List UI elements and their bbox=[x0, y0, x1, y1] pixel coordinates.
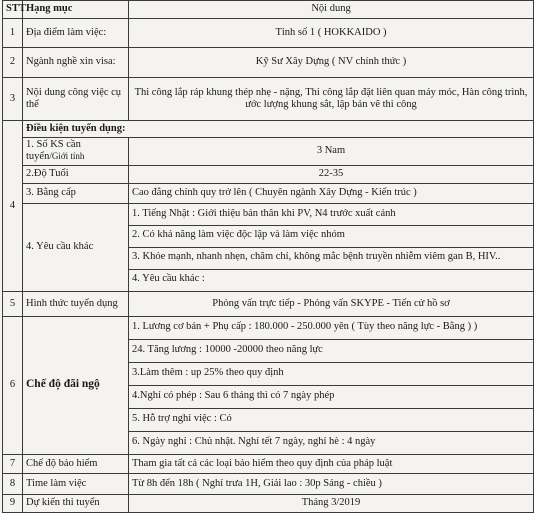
row-label-other-requirements: 4. Yêu cầu khác bbox=[23, 203, 129, 291]
header-hang-muc: Hạng mục bbox=[23, 1, 129, 19]
table-row bbox=[3, 183, 534, 203]
header-stt: STT bbox=[3, 1, 23, 19]
table-row bbox=[3, 473, 534, 494]
table-row bbox=[3, 291, 534, 316]
row-label-recruitment-form: Hình thức tuyển dụng bbox=[23, 291, 129, 316]
row-label-degree: 3. Bằng cấp bbox=[23, 183, 129, 203]
list-item: 4. Yêu cầu khác : bbox=[132, 272, 205, 284]
row-label-job-content: Nội dung công việc cụ thể bbox=[23, 78, 129, 121]
row-stt: 5 bbox=[3, 291, 23, 316]
table-row bbox=[3, 78, 534, 121]
table-row bbox=[3, 165, 534, 183]
list-item: 4.Nghỉ có phép : Sau 6 tháng thì có 7 ngày phép bbox=[129, 386, 533, 409]
list-item: 5. Hỗ trợ nghỉ việc : Có bbox=[129, 409, 533, 432]
row-value-visa: Kỹ Sư Xây Dựng ( NV chính thức ) bbox=[129, 48, 534, 78]
quantity-label: 1. Số KS cần tuyển bbox=[26, 139, 81, 163]
table-row bbox=[3, 454, 534, 473]
header-noi-dung: Nội dung bbox=[129, 1, 534, 19]
table-row bbox=[3, 203, 534, 225]
row-label-visa: Ngành nghề xin visa: bbox=[23, 48, 129, 78]
row-label-insurance: Chế độ bảo hiểm bbox=[23, 454, 129, 473]
row-stt: 8 bbox=[3, 473, 23, 494]
row-label-quantity bbox=[23, 138, 129, 166]
table-row bbox=[3, 316, 534, 454]
row-value-recruitment-form: Phỏng vấn trực tiếp - Phỏng vấn SKYPE - Tiến cử hồ sơ bbox=[129, 291, 534, 316]
list-item: 6. Ngày nghỉ : Chủ nhật. Nghỉ tết 7 ngày, nghỉ hè : 4 ngày bbox=[132, 435, 376, 447]
row-label-exam-date: Dự kiến thi tuyển bbox=[23, 494, 129, 512]
row-value-degree: Cao đẳng chính quy trở lên ( Chuyên ngành Xây Dựng - Kiến trúc ) bbox=[129, 183, 534, 203]
row-value-quantity: 3 Nam bbox=[129, 138, 534, 166]
row-stt: 2 bbox=[3, 48, 23, 78]
table-row bbox=[3, 138, 534, 166]
row-stt: 4 bbox=[3, 121, 23, 292]
row-label-location: Địa điểm làm việc: bbox=[23, 19, 129, 48]
list-item: 1. Lương cơ bản + Phụ cấp : 180.000 - 250.000 yên ( Tùy theo năng lực - Bằng ) ) bbox=[129, 317, 533, 340]
row-stt: 7 bbox=[3, 454, 23, 473]
row-value-location: Tỉnh số 1 ( HOKKAIDO ) bbox=[129, 19, 534, 48]
table-row bbox=[3, 121, 534, 138]
section-title-conditions: Điều kiện tuyển dụng: bbox=[23, 121, 534, 138]
gender-sublabel: /Giới tính bbox=[49, 151, 85, 162]
row-value-exam-date: Tháng 3/2019 bbox=[129, 494, 534, 512]
list-item: 3. Khỏe mạnh, nhanh nhẹn, chăm chỉ, không mắc bệnh truyền nhiễm viêm gan B, HIV.. bbox=[129, 248, 533, 270]
row-value-job-content: Thi công lắp ráp khung thép nhẹ - nặng, Thi công lắp đặt liên quan máy móc, Hàn công trình, ước lượng khung sắt, lập bản vẽ thi công bbox=[129, 78, 534, 121]
row-label-age: 2.Độ Tuổi bbox=[23, 165, 129, 183]
row-stt: 9 bbox=[3, 494, 23, 512]
row-value-insurance: Tham gia tất cả các loại bảo hiểm theo quy định của pháp luật bbox=[129, 454, 534, 473]
row-stt: 1 bbox=[3, 19, 23, 48]
recruitment-table bbox=[2, 0, 534, 513]
row-value-age: 22-35 bbox=[129, 165, 534, 183]
list-item: 2. Có khả năng làm việc độc lập và làm việc nhóm bbox=[129, 226, 533, 248]
list-item: 24. Tăng lương : 10000 -20000 theo năng lực bbox=[129, 340, 533, 363]
list-item: 3.Làm thêm : up 25% theo quy định bbox=[129, 363, 533, 386]
list-item: 1. Tiếng Nhật : Giới thiệu bản thân khi PV, N4 trước xuất cảnh bbox=[129, 203, 534, 225]
row-label-working-time: Time làm việc bbox=[23, 473, 129, 494]
row-stt: 6 bbox=[3, 316, 23, 454]
table-row bbox=[3, 494, 534, 512]
table-row bbox=[3, 19, 534, 48]
row-value-working-time: Từ 8h đến 18h ( Nghỉ trưa 1H, Giải lao : 30p Sáng - chiều ) bbox=[129, 473, 534, 494]
table-header-row bbox=[3, 1, 534, 19]
row-stt: 3 bbox=[3, 78, 23, 121]
row-label-benefits: Chế độ đãi ngộ bbox=[23, 316, 129, 454]
table-row bbox=[3, 48, 534, 78]
